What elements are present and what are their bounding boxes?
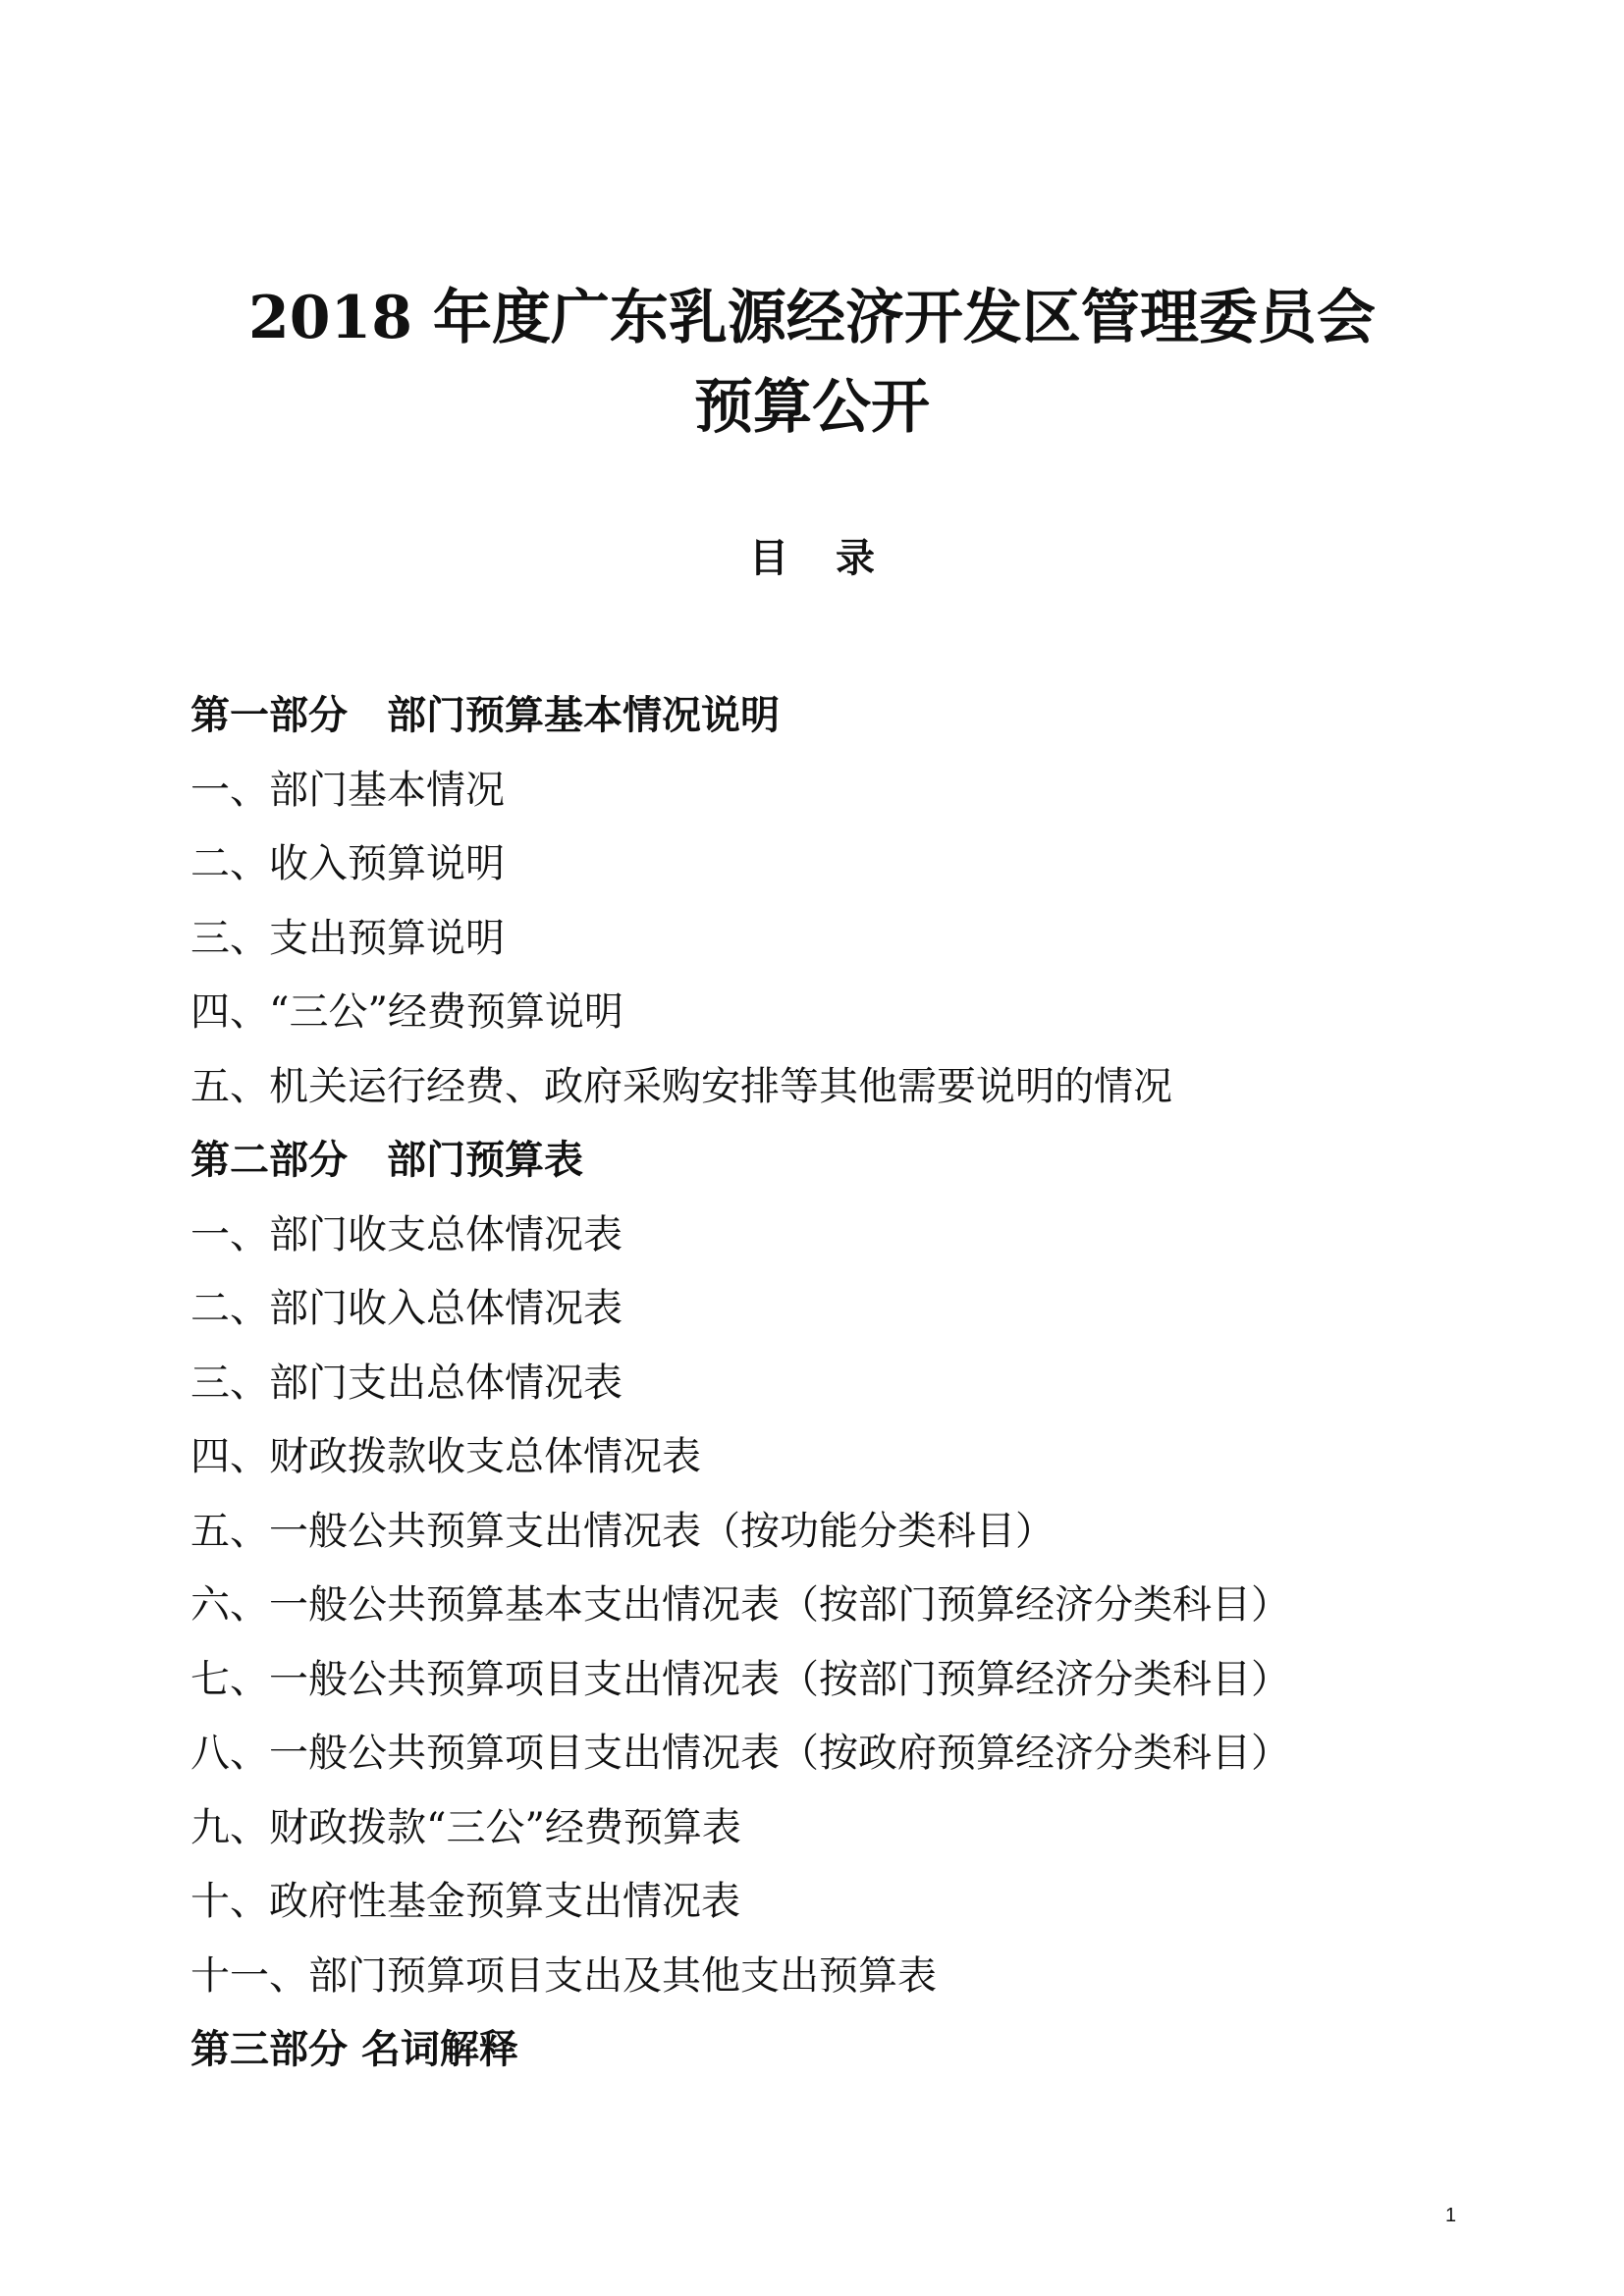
- toc-item: 三、部门支出总体情况表: [190, 1360, 623, 1406]
- table-of-contents: [190, 691, 1290, 2100]
- toc-item: 四、“三公”经费预算说明: [190, 989, 623, 1035]
- page-number: 1: [1445, 2205, 1457, 2226]
- document-title-line-1: 2018 年度广东乳源经济开发区管理委员会: [248, 284, 1376, 352]
- toc-item: 五、一般公共预算支出情况表（按功能分类科目）: [190, 1508, 1055, 1554]
- toc-item: 十、政府性基金预算支出情况表: [190, 1879, 740, 1924]
- toc-part-2: 第二部分 部门预算表: [190, 1137, 583, 1183]
- toc-item: 九、财政拨款“三公”经费预算表: [190, 1804, 741, 1850]
- toc-item: 四、财政拨款收支总体情况表: [190, 1434, 701, 1479]
- toc-heading: 目录: [749, 535, 922, 581]
- toc-item: 二、收入预算说明: [190, 841, 505, 886]
- toc-item: 五、机关运行经费、政府采购安排等其他需要说明的情况: [190, 1063, 1172, 1109]
- toc-item: 六、一般公共预算基本支出情况表（按部门预算经济分类科目）: [190, 1582, 1290, 1628]
- toc-item: 三、支出预算说明: [190, 915, 505, 961]
- toc-part-1: 第一部分 部门预算基本情况说明: [190, 692, 780, 738]
- toc-item: 十一、部门预算项目支出及其他支出预算表: [190, 1952, 937, 1999]
- toc-item: 一、部门基本情况: [190, 767, 505, 813]
- toc-item: 八、一般公共预算项目支出情况表（按政府预算经济分类科目）: [190, 1731, 1290, 1776]
- toc-item: 七、一般公共预算项目支出情况表（按部门预算经济分类科目）: [190, 1656, 1290, 1702]
- document-title-line-2: 预算公开: [694, 373, 930, 442]
- toc-item: 一、部门收支总体情况表: [190, 1211, 623, 1257]
- toc-part-3: 第三部分 名词解释: [190, 2026, 518, 2072]
- toc-item: 二、部门收入总体情况表: [190, 1286, 623, 1331]
